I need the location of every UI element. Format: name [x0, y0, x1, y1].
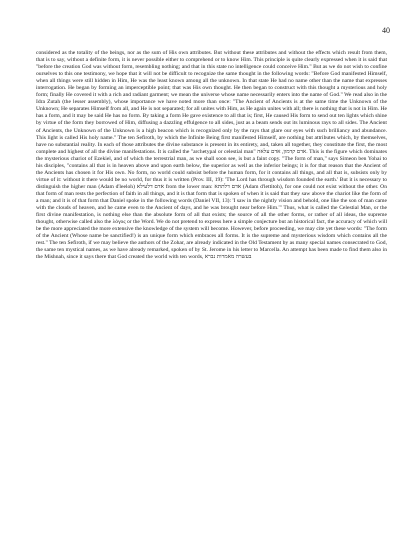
paragraph: considered as the totality of the beings, nor as the sum of His own attributes. But without these attributes and without the effects which result from them, that is to say, without a definite form, it is never possible either to comprehend or to know Him. This principle is quite clearly expressed when it is said that "before the creation God was without form, resembling nothing; and that in this state no intelligence could conceive Him." But as we do not wish to confine ourselves to this one testimony, we hope that it will not be difficult to recognize the same thought in the following words: "Before God manifested Himself, when all things were still hidden in Him, He was the least known among all the unknown. In that state He had no name other than the name that expresses interrogation. He began by forming an imperceptible point; that was His own thought. He then began to construct with this thought a mysterious and holy form; finally He covered it with a rich and radiant garment; we mean the universe whose name necessarily enters into the name of God." We read also in the Idra Zutah (the lesser assembly), whose importance we have noted more than once: "The Ancient of Ancients is at the same time the Unknown of the Unknown; He separates Himself from all, and He is not separated; for all unites with Him, as He again unites with all; there is nothing that is not in Him. He has a form, and it may be said He has no form. By taking a form He gave existence to all that is; first, He caused His form to send out ten lights which shine by virtue of the form they borrowed of Him, diffusing a dazzling effulgence to all sides, just as a beam sends out its luminous rays to all sides. The Ancient of Ancients, the Unknown of the Unknown is a high beacon which is recognized only by the rays that glare our eyes with such brilliancy and abundance. This light is called His holy name." The ten Sefiroth, by which the Infinite Being first manifested Himself, are nothing but attributes which, by themselves, have no substantial reality. In each of those attributes the divine substance is present in its entirety, and, taken all together, they constitute the first, the most complete and highest of all the divine manifestations. It is called the "archetypal or celestial man" אדם קדמון, אדם עלאה. This is the figure which dominates the mysterious chariot of Ezekiel, and of which the terrestrial man, as we shall soon see, is but a faint copy. "The form of man," says Simeon ben Yohai to his disciples, "contains all that is in heaven above and upon earth below, the superior as well as the inferior beings; it is for that reason that the Ancient of the Ancients has chosen it for His own. No form, no world could subsist before the human form, for it contains all things, and all that is, subsists only by virtue of it: without it there would be no world, for thus it is written (Prov. III, 19): 'The Lord has through wisdom founded the earth.' But it is necessary to distinguish the higher man (Adam d'leeloh) אדם דלעילא from the lower man: אדם דלתתא (Adam d'lettitoh), for one could not exist without the other. On that form of man rests the perfection of faith in all things, and it is that form that is spoken of when it is said that they saw above the chariot like the form of a man; and it is of that form that Daniel spoke in the following words (Daniel VII, 13): 'I saw in the nightly vision and behold, one like the son of man came with the clouds of heaven, and he came even to the Ancient of days, and he was brought near before Him.'" Thus, what is called the Celestial Man, or the first divine manifestation, is nothing else than the absolute form of all that exists; the source of all the other forms, or rather of all ideas, the supreme thought, otherwise called also the λόγος or the Word. We do not pretend to express here a simple conjecture but an historical fact, the accuracy of which will be the more appreciated the more extensive the knowledge of the system will become. However, before proceeding, we may cite yet these words: "The form of the Ancient (Whose name be sanctified!) is an unique form which embraces all forms. It is the supreme and mysterious wisdom which contains all the rest." The ten Sefiroth, if we may believe the authors of the Zohar, are already indicated in the Old Testament by as many special names consecrated to God, the same ten mystical names, as we have already remarked, spoken of by St. Jerome in his letter to Marcella. An attempt has been made to find them also in the Mishnah, since it says there that God created the world with ten words, בעשרה מאמרות נברא	[36, 50, 387, 261]
body-text	[36, 50, 387, 261]
page-number: 40	[382, 26, 390, 35]
